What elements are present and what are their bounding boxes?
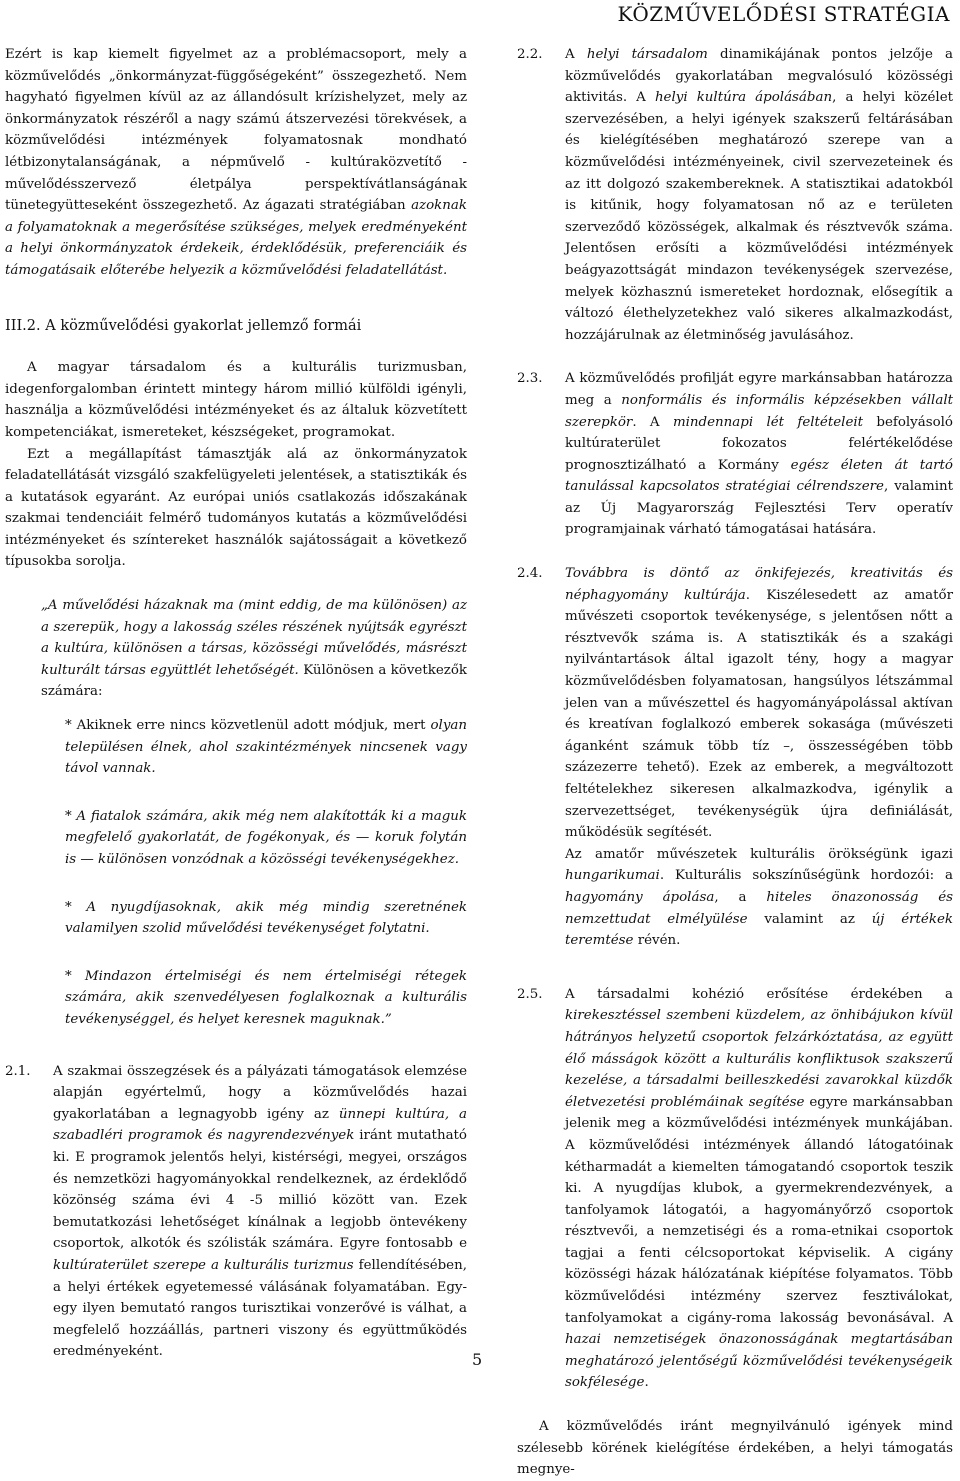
- section-2-3: [517, 368, 953, 541]
- s21-text-b: ünnepi kultúra, a szabadléri programok és nagyrendezvények: [53, 1106, 467, 1144]
- s24-text-k: révén.: [633, 933, 681, 949]
- section-2-3-text: [565, 368, 953, 541]
- section-2-2-number: 2.2.: [517, 47, 543, 62]
- s22-text-b: helyi társadalom: [586, 47, 708, 62]
- section-number: III.2.: [5, 317, 41, 334]
- intro-emphasis: azoknak a folyamatoknak a megerősítése szükséges, melyek eredményeként a helyi önkormányzatok érdekeik, érdeklődésük, preferenciáik és támogatásaik előterébe helyezik a közművelődési feladatellátást.: [5, 198, 467, 278]
- section-heading: [5, 316, 467, 338]
- s21-text-a: A szakmai összegzések és a pályázati támogatások elemzése alapján egyértelmű, hogy a közművelődés hazai gyakorlatában a legnagyobb igény az: [53, 1063, 467, 1122]
- quote-block: [41, 595, 467, 1031]
- section-2-5: [517, 984, 953, 1394]
- s24-text-h: hiteles önazonosság és nemzettudat elmélyülése: [565, 889, 953, 927]
- s24-text-g: , a: [714, 889, 767, 905]
- paragraph-2: Ezt a megállapítást támasztják alá az önkormányzatok feladatellátását vizsgáló szakfelügyeleti jelentések, a statisztikák és a kutatások egyaránt. Az európai uniós csatlakozás időszakának szakmai tendenciáit felmérő tudományos kutatás a közművelődési intézményeket és színtereket használók sajátosságait a következő típusokba sorolja.: [5, 446, 467, 570]
- s24-para-2: [565, 844, 953, 952]
- s23-text-e: befolyásoló kultúraterület fokozatos felértékelődése prognosztizálható a Kormány: [565, 414, 953, 473]
- s24-text-f: hagyomány ápolása: [565, 889, 715, 905]
- running-header: KÖZMŰVELŐDÉSI STRATÉGIA: [617, 2, 950, 26]
- quote-intro: [41, 595, 467, 703]
- s23-text-c: . A: [632, 414, 673, 430]
- quote-item-1-b: olyan településen élnek, ahol szakintézmények nincsenek vagy távol vannak.: [65, 718, 467, 777]
- left-column: [5, 44, 467, 1363]
- section-2-2: [517, 44, 953, 346]
- s23-text-f: egész életen át tartó tanulással kapcsolatos stratégiai célrendszere: [565, 457, 953, 495]
- quote-item-4: * Mindazon értelmiségi és nem értelmiségi rétegek számára, akik szenvedélyesen foglalkoznak a kulturális tevékenységgel, és helyet keresnek maguknak.”: [65, 968, 467, 1027]
- s21-text-e: fellendítésében, a helyi értékek egyetemessé válásának folyamatában. Egy-egy ilyen bemutató rangos turisztikai vonzerővé is válhat, a megfelelő hozzáállás, partneri viszony és együttműködés eredményeként.: [53, 1257, 467, 1360]
- section-2-4-number: 2.4.: [517, 566, 543, 582]
- section-title: A közművelődési gyakorlat jellemző formái: [45, 317, 362, 334]
- quote-intro-plain: Különösen a következők számára:: [41, 662, 467, 700]
- s25-text-d: hazai nemzetiségek önazonosságának megtartásában meghatározó jelentőségű közművelődési tevékenységeik sokfélesége: [565, 1332, 953, 1391]
- s25-text-b: kirekesztéssel szembeni küzdelem, az önhibájukon kívül hátrányos helyzetű csoportok felzárkóztatása, az együtt élő másságok között a kulturális konfliktusok szakszerű kezelése, a társadalmi beilleszkedési zavarokkal küzdők életvezetési problémáinak segítése: [565, 1008, 953, 1110]
- s24-text-c: Az amatőr művészetek kulturális örökségünk igazi: [565, 846, 953, 862]
- section-2-5-text: [565, 984, 953, 1394]
- section-2-3-number: 2.3.: [517, 371, 543, 387]
- intro-text: Ezért is kap kiemelt figyelmet az a problémacsoport, mely a közművelődés „önkormányzat-függőségeként” összegezhető. Nem hagyható figyelmen kívül az az állandósult krízishelyzet, mely az önkormányzatok részéről a nagy számú átszervezési törekvések, a közművelődési intézmények folyamatosnak mondható létbizonytalanságának, a népművelő - kultúraközvetítő - művelődésszervező életpálya perspektívátlanságának tünetegyütteseként összegezhető. Az ágazati stratégiában: [5, 47, 467, 214]
- section-2-2-text: [565, 44, 953, 346]
- s25-text-c: egyre markánsabban jelenik meg a közművelődési intézmények munkájában. A közművelődési intézmények állandó látogatóinak kétharmadát a kiemelten támogatandó csoportok teszik ki. A nyugdíjas klubok, a gyermekrendezvények, a tanfolyamok látogatói, a hagyományőrző csoportok résztvevői, a nemzetiségi és a roma-etnikai csoportok tagjai a fenti célcsoportokat képviselik. A cigány közösségi házak hálózatának kiépítése folyamatos. Több közművelődési intézmény szervez fesztiválokat, tanfolyamokat a cigány-roma lakosság bevonásával. A: [565, 1094, 953, 1326]
- right-column: [517, 44, 953, 1481]
- s21-text-d: kultúraterület szerepe a kulturális turizmus: [53, 1257, 354, 1273]
- s24-para-1: [565, 563, 953, 844]
- s23-text-g: , valamint az Új Magyarország Fejlesztési Terv operatív programjainak várható támogatásai hatására.: [565, 479, 953, 538]
- section-2-1-number: 2.1.: [5, 1063, 31, 1079]
- paragraph-1: A magyar társadalom és a kulturális turizmusban, idegenforgalomban érintett mintegy három millió külföldi igényli, használja a közművelődési intézményeket és az általuk közvetített kompetenciákat, ismereteket, készségeket, programokat.: [5, 360, 467, 440]
- s22-text-d: helyi kultúra ápolásában: [654, 90, 833, 106]
- s24-text-d: hungarikumai: [565, 868, 660, 884]
- section-2-5-number: 2.5.: [517, 986, 543, 1002]
- s24-text-j: új értékek teremtése: [565, 911, 953, 949]
- s23-text-d: mindennapi lét feltételeit: [672, 414, 864, 430]
- s22-text-e: , a helyi közélet szervezésében, a helyi igények szakszerű feltárásában és kielégítésében meghatározó szerepe van a közművelődési intézményeinek, civil szervezeteinek és az itt dolgozó szakembereknek. A statisztikai adatokból is kitűnik, hogy folyamatosan nő az e területen szerveződő közösségek, alkalmak és résztvevők száma. Jelentősen erősíti a közművelődési intézmények beágyazottságát mindazon tevékenységek szervezése, melyek közhasznú ismereteket hordoznak, elősegítik a változó élethelyzetekhez való sikeres alkalmazkodást, hozzájárulnak az életminőség javulásához.: [565, 90, 953, 343]
- s25-text-e: .: [644, 1375, 649, 1391]
- quote-item-3: * A nyugdíjasoknak, akik még mindig szeretnének valamilyen szolid művelődési tevékenységet folytatni.: [65, 899, 467, 937]
- s23-text-b: nonformális és informális képzésekben vállalt szerepkör: [565, 392, 953, 430]
- quote-item-1: [65, 715, 467, 780]
- s24-text-b: . Kiszélesedett az amatőr művészeti csoportok tevékenysége, s jelentősen nőtt a résztvevők száma is. A statisztikák és a szakági nyilvántartások által igazolt tény, hogy a magyar közművelődésben folyamatosan, hangsúlyos létszámmal jelen van a művészettel és hagyományápolással aktívan és kreatívan foglalkozó emberek sokasága (művészeti áganként számuk több tíz –, összességében több százezerre tehető). Ezek az emberek, a megváltozott feltételekhez sikeresen alkalmazkodva, igénylik a szervezettséget, tevékenységük újra definiálását, működésük segítését.: [565, 587, 953, 841]
- section-2-1: [5, 1061, 467, 1363]
- closing-paragraph: A közművelődés iránt megnyilvánuló igények mind szélesebb körének kielégítése érdekében, a helyi támogatás megnye-: [517, 1419, 953, 1478]
- s25-text-a: A társadalmi kohézió erősítése érdekében a: [565, 986, 953, 1002]
- section-2-4-text: [565, 563, 953, 952]
- intro-paragraph: [5, 44, 467, 282]
- section-2-1-text: [53, 1061, 467, 1363]
- s21-text-c: iránt mutatható ki. E programok jelentős helyi, kistérségi, megyei, országos és nemzetközi hagyományokkal rendelkeznek, az érdeklődő közönség száma évi 4 -5 millió között van. Ezek bemutatkozási lehetőséget kínálnak a legjobb öntevékeny csoportok, alkotók és szólisták számára. Egyre fontosabb e: [53, 1128, 467, 1252]
- s24-text-e: . Kulturális sokszínűségünk hordozói: a: [659, 868, 953, 884]
- quote-intro-italic: „A művelődési házaknak ma (mint eddig, de ma különösen) az a szerepük, hogy a lakosság széles részének nyújtsák egyrészt a kultúra, különösen a társas, közösségi művelődés, másrészt kulturált társas együttlét lehetőségét.: [41, 598, 467, 678]
- quote-item-1-a: * Akiknek erre nincs közvetlenül adott módjuk, mert: [65, 718, 431, 734]
- quote-item-2: * A fiatalok számára, akik még nem alakították ki a maguk megfelelő gyakorlatát, de fogékonyak, és — koruk folytán is — különösen vonzódnak a közösségi tevékenységekhez.: [65, 808, 467, 867]
- section-2-4: [517, 563, 953, 952]
- s23-text-a: A közművelődés profilját egyre markánsabban határozza meg a: [565, 371, 953, 408]
- s22-text-c: dinamikájának pontos jelzője a közművelődés gyakorlatában megvalósuló közösségi aktivitás. A: [565, 47, 954, 106]
- s24-text-i: valamint az: [747, 911, 872, 927]
- s22-text-a: A: [565, 47, 587, 62]
- page-number: 5: [472, 1350, 483, 1369]
- s24-text-a: Továbbra is döntő az önkifejezés, kreativitás és néphagyomány kultúrája: [565, 566, 953, 603]
